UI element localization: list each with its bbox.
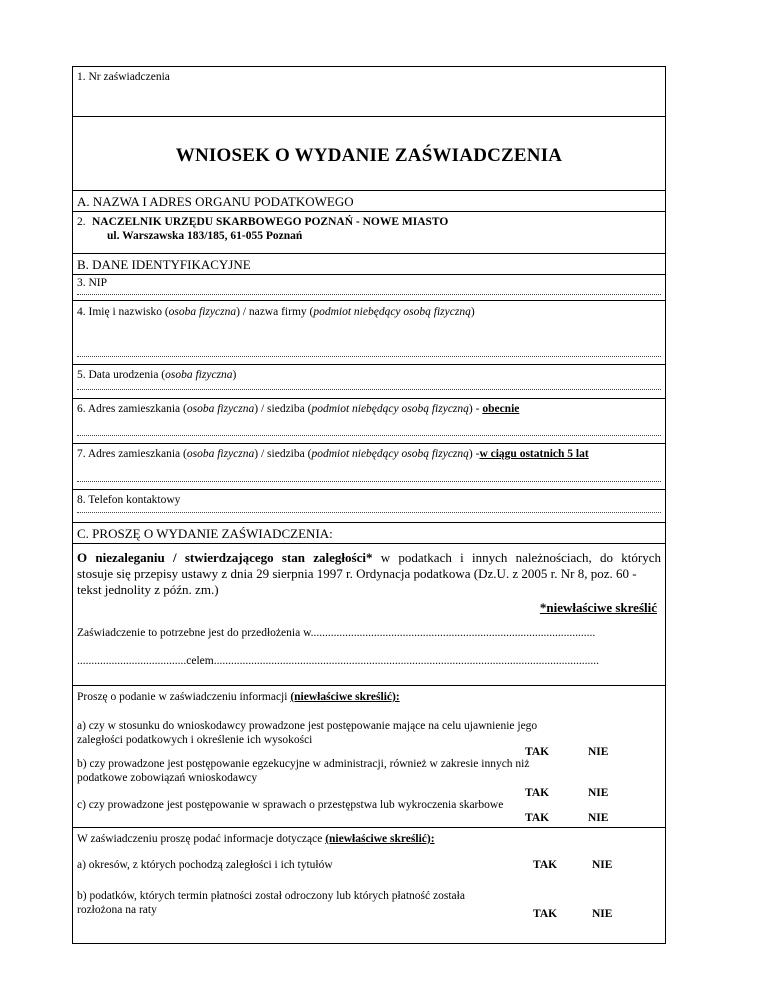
detail-b-line2: rozłożona na raty [77,904,157,916]
section-b-header [73,254,665,275]
name-section [73,301,665,365]
purpose-field[interactable]: Zaświadczenie to potrzebne jest do przedłożenia w................................................................................................... [77,627,596,639]
past-address-label: 7. Adres zamieszkania (osoba fizyczna) / siedziba (podmiot niebędący osobą fizyczną) -w ciągu ostatnich 5 lat [77,448,589,460]
information-section [73,686,665,828]
request-text: O niezaleganiu / stwierdzającego stan zaległości* w podatkach i innych należnościach, do których stosuje się przepisy ustawy z dnia 29 sierpnia 1997 r. Ordynacja podatkowa (Dz.U. z 2005 r. Nr 8, poz. 60 - tekst jednolity z późn. zm.) [77,550,661,597]
name-label: 4. Imię i nazwisko (osoba fizyczna) / nazwa firmy (podmiot niebędący osobą fizyczną) [77,306,475,318]
detail-a-yes[interactable]: TAK [533,859,558,871]
birth-date-field[interactable] [77,389,661,390]
certificate-number-section [73,67,665,117]
application-form [72,66,666,944]
question-b-line2: podatkowe zobowiązań wnioskodawcy [77,772,258,784]
birth-date-section [73,365,665,399]
question-b-no[interactable]: NIE [588,787,609,799]
tax-office-name: NACZELNIK URZĘDU SKARBOWEGO POZNAŃ - NOWE MIASTO [92,216,449,228]
footnote-strike: *niewłaściwe skreślić [539,600,657,615]
question-a-line2: zaległości podatkowych i określenie ich wysokości [77,734,313,746]
tax-office-number: 2. [77,216,86,228]
question-c-line1: c) czy prowadzone jest postępowanie w sprawach o przestępstwa lub wykroczenia skarbowe [77,799,504,811]
question-c-no[interactable]: NIE [588,812,609,824]
name-field[interactable] [77,356,661,357]
past-address-section [73,444,665,490]
section-a-header [73,191,665,212]
purpose-goal-field[interactable]: ......................................celem...................................................................................................................................... [77,655,599,667]
detail-a-label: a) okresów, z których pochodzą zaległości i ich tytułów [77,859,333,871]
section-b-title: B. DANE IDENTYFIKACYJNE [77,257,251,272]
section-c-header [73,523,665,544]
nip-section [73,275,665,301]
information-intro: Proszę o podanie w zaświadczeniu informacji (niewłaściwe skreślić): [77,691,400,703]
section-a-title: A. NAZWA I ADRES ORGANU PODATKOWEGO [77,194,354,209]
tax-office-section [73,212,665,254]
section-c-title: C. PROSZĘ O WYDANIE ZAŚWIADCZENIA: [77,526,333,541]
question-a-yes[interactable]: TAK [525,746,550,758]
nip-label: 3. NIP [77,277,108,289]
form-title: WNIOSEK O WYDANIE ZAŚWIADCZENIA [175,145,563,166]
question-b-line1: b) czy prowadzone jest postępowanie egzekucyjne w administracji, również w zakresie innych niż [77,758,530,770]
detail-b-line1: b) podatków, których termin płatności został odroczony lub których płatność została [77,890,465,902]
certificate-number-label: 1. Nr zaświadczenia [77,71,170,83]
phone-field[interactable] [77,512,661,513]
detail-a-no[interactable]: NIE [592,859,613,871]
details-intro: W zaświadczeniu proszę podać informacje dotyczące (niewłaściwe skreślić): [77,833,435,845]
tax-office-address: ul. Warszawska 183/185, 61-055 Poznań [107,230,303,242]
detail-b-yes[interactable]: TAK [533,908,558,920]
question-a-no[interactable]: NIE [588,746,609,758]
details-section [73,828,665,945]
question-b-yes[interactable]: TAK [525,787,550,799]
current-address-section [73,399,665,444]
birth-date-label: 5. Data urodzenia (osoba fizyczna) [77,369,237,381]
phone-section [73,490,665,523]
nip-field[interactable] [77,294,661,295]
current-address-label: 6. Adres zamieszkania (osoba fizyczna) / siedziba (podmiot niebędący osobą fizyczną) - obecnie [77,403,520,415]
past-address-field[interactable] [77,481,661,482]
detail-b-no[interactable]: NIE [592,908,613,920]
question-a-line1: a) czy w stosunku do wnioskodawcy prowadzone jest postępowanie mające na celu ujawnienie jego [77,720,538,732]
current-address-field[interactable] [77,435,661,436]
title-section [73,117,665,191]
question-c-yes[interactable]: TAK [525,812,550,824]
phone-label: 8. Telefon kontaktowy [77,494,181,506]
request-section [73,544,665,686]
